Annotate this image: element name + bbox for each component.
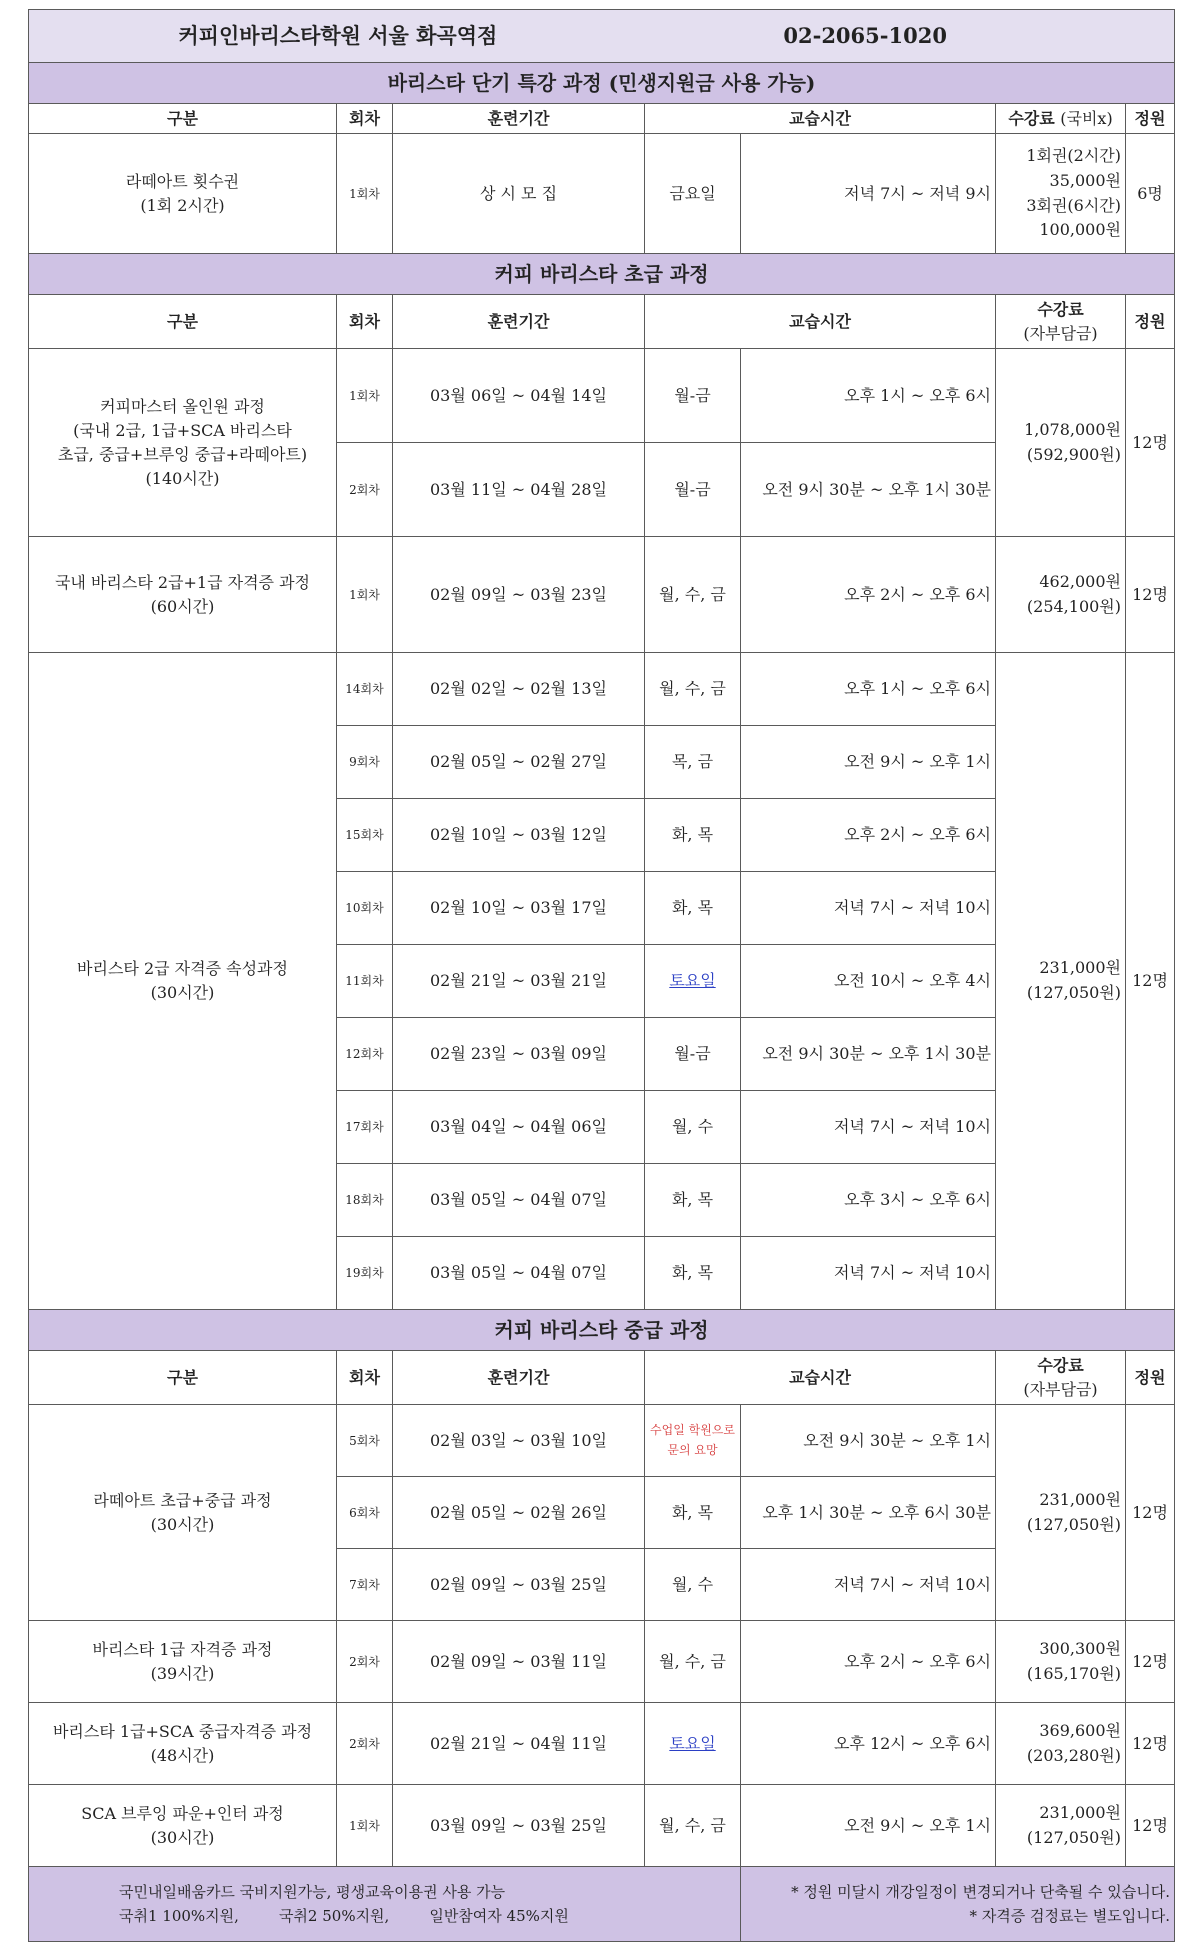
round: 1회차 bbox=[337, 134, 393, 254]
capacity: 6명 bbox=[1126, 134, 1175, 254]
round: 1회차 bbox=[337, 537, 393, 653]
capacity: 12명 bbox=[1126, 537, 1175, 653]
period: 02월 02일 ~ 02월 13일 bbox=[393, 653, 645, 726]
table-row bbox=[29, 134, 1175, 254]
footer-notice: * 정원 미달시 개강일정이 변경되거나 단축될 수 있습니다. * 자격증 검정료는 별도입니다. bbox=[741, 1867, 1175, 1942]
table-row bbox=[29, 349, 1175, 443]
capacity: 12명 bbox=[1126, 1405, 1175, 1621]
fee: 231,000원 (127,050원) bbox=[996, 1405, 1126, 1621]
course-name: 커피마스터 올인원 과정 (국내 2급, 1급+SCA 바리스타 초급, 중급+브루잉 중급+라떼아트) (140시간) bbox=[29, 349, 337, 537]
course-name: SCA 브루잉 파운+인터 과정 (30시간) bbox=[29, 1785, 337, 1867]
academy-header bbox=[29, 10, 1175, 63]
fee: 369,600원 (203,280원) bbox=[996, 1703, 1126, 1785]
fee: 231,000원 (127,050원) bbox=[996, 1785, 1126, 1867]
fee: 1,078,000원 (592,900원) bbox=[996, 349, 1126, 537]
table-row: 11회차 02월 21일 ~ 03월 21일 토요일 오전 10시 ~ 오후 4시 bbox=[29, 945, 1175, 1018]
time: 오후 2시 ~ 오후 6시 bbox=[741, 537, 996, 653]
saturday-link[interactable]: 토요일 bbox=[645, 945, 741, 1018]
table-row bbox=[29, 653, 1175, 726]
capacity: 12명 bbox=[1126, 653, 1175, 1310]
table-row: 바리스타 1급+SCA 중급자격증 과정 (48시간) 2회차 02월 21일 ~ 04월 11일 토요일 오후 12시 ~ 오후 6시 369,600원 (203,280원) 12명 bbox=[29, 1703, 1175, 1785]
table-row bbox=[29, 537, 1175, 653]
round: 1회차 bbox=[337, 349, 393, 443]
footer bbox=[29, 1867, 1175, 1942]
table-row: SCA 브루잉 파운+인터 과정 (30시간) 1회차 03월 09일 ~ 03월 25일 월, 수, 금 오전 9시 ~ 오후 1시 231,000원 (127,050원) 12명 bbox=[29, 1785, 1175, 1867]
table-row: 12회차 02월 23일 ~ 03월 09일 월-금 오전 9시 30분 ~ 오후 1시 30분 bbox=[29, 1018, 1175, 1091]
days: 월-금 bbox=[645, 349, 741, 443]
table-row: 바리스타 1급 자격증 과정 (39시간) 2회차 02월 09일 ~ 03월 11일 월, 수, 금 오후 2시 ~ 오후 6시 300,300원 (165,170원) 12명 bbox=[29, 1621, 1175, 1703]
saturday-link[interactable]: 토요일 bbox=[645, 1703, 741, 1785]
table-row: 10회차 02월 10일 ~ 03월 17일 화, 목 저녁 7시 ~ 저녁 10시 bbox=[29, 872, 1175, 945]
time: 오후 1시 ~ 오후 6시 bbox=[741, 349, 996, 443]
fee: 300,300원 (165,170원) bbox=[996, 1621, 1126, 1703]
round: 14회차 bbox=[337, 653, 393, 726]
period: 03월 11일 ~ 04월 28일 bbox=[393, 443, 645, 537]
column-headers-short: 구분 회차 훈련기간 교습시간 수강료 (국비x) 정원 bbox=[29, 104, 1175, 134]
days: 월, 수, 금 bbox=[645, 537, 741, 653]
section-title-short: 바리스타 단기 특강 과정 (민생지원금 사용 가능) bbox=[29, 63, 1175, 104]
section-title-intermediate: 커피 바리스타 중급 과정 bbox=[29, 1310, 1175, 1351]
days: 금요일 bbox=[645, 134, 741, 254]
fee: 462,000원 (254,100원) bbox=[996, 537, 1126, 653]
schedule-table bbox=[28, 9, 1175, 1942]
table-row: 9회차 02월 05일 ~ 02월 27일 목, 금 오전 9시 ~ 오후 1시 bbox=[29, 726, 1175, 799]
schedule-sheet bbox=[28, 9, 1174, 1942]
course-name: 바리스타 1급 자격증 과정 (39시간) bbox=[29, 1621, 337, 1703]
footer-support-info: 국민내일배움카드 국비지원가능, 평생교육이용권 사용 가능 국취1 100%지원, 국취2 50%지원, 일반참여자 45%지원 bbox=[29, 1867, 741, 1942]
period: 03월 06일 ~ 04월 14일 bbox=[393, 349, 645, 443]
table-row: 17회차 03월 04일 ~ 04월 06일 월, 수 저녁 7시 ~ 저녁 10시 bbox=[29, 1091, 1175, 1164]
academy-phone: 02-2065-1020 bbox=[783, 23, 947, 49]
days: 월, 수, 금 bbox=[645, 653, 741, 726]
capacity: 12명 bbox=[1126, 349, 1175, 537]
table-row: 15회차 02월 10일 ~ 03월 12일 화, 목 오후 2시 ~ 오후 6시 bbox=[29, 799, 1175, 872]
column-headers-beginner: 구분 회차 훈련기간 교습시간 수강료 (자부담금) 정원 bbox=[29, 295, 1175, 349]
table-row: 18회차 03월 05일 ~ 04월 07일 화, 목 오후 3시 ~ 오후 6시 bbox=[29, 1164, 1175, 1237]
period: 02월 09일 ~ 03월 23일 bbox=[393, 537, 645, 653]
course-name: 라떼아트 횟수권 (1회 2시간) bbox=[29, 134, 337, 254]
round: 2회차 bbox=[337, 443, 393, 537]
period: 상 시 모 집 bbox=[393, 134, 645, 254]
section-title-beginner: 커피 바리스타 초급 과정 bbox=[29, 254, 1175, 295]
inquiry-note: 수업일 학원으로 문의 요망 bbox=[645, 1405, 741, 1477]
time: 오전 9시 30분 ~ 오후 1시 30분 bbox=[741, 443, 996, 537]
table-row: 라떼아트 초급+중급 과정 (30시간) 5회차 02월 03일 ~ 03월 10일 수업일 학원으로 문의 요망 오전 9시 30분 ~ 오후 1시 231,000원 (127,050원) 12명 bbox=[29, 1405, 1175, 1477]
time: 저녁 7시 ~ 저녁 9시 bbox=[741, 134, 996, 254]
column-headers-intermediate: 구분 회차 훈련기간 교습시간 수강료 (자부담금) 정원 bbox=[29, 1351, 1175, 1405]
course-name: 바리스타 1급+SCA 중급자격증 과정 (48시간) bbox=[29, 1703, 337, 1785]
course-name: 국내 바리스타 2급+1급 자격증 과정 (60시간) bbox=[29, 537, 337, 653]
table-row: 19회차 03월 05일 ~ 04월 07일 화, 목 저녁 7시 ~ 저녁 10시 bbox=[29, 1237, 1175, 1310]
fee: 1회권(2시간) 35,000원 3회권(6시간) 100,000원 bbox=[996, 134, 1126, 254]
days: 월-금 bbox=[645, 443, 741, 537]
academy-name: 커피인바리스타학원 서울 화곡역점 bbox=[178, 23, 498, 49]
table-row: 7회차 02월 09일 ~ 03월 25일 월, 수 저녁 7시 ~ 저녁 10시 bbox=[29, 1549, 1175, 1621]
time: 오후 1시 ~ 오후 6시 bbox=[741, 653, 996, 726]
table-row: 6회차 02월 05일 ~ 02월 26일 화, 목 오후 1시 30분 ~ 오후 6시 30분 bbox=[29, 1477, 1175, 1549]
fee: 231,000원 (127,050원) bbox=[996, 653, 1126, 1310]
course-name: 라떼아트 초급+중급 과정 (30시간) bbox=[29, 1405, 337, 1621]
course-name: 바리스타 2급 자격증 속성과정 (30시간) bbox=[29, 653, 337, 1310]
